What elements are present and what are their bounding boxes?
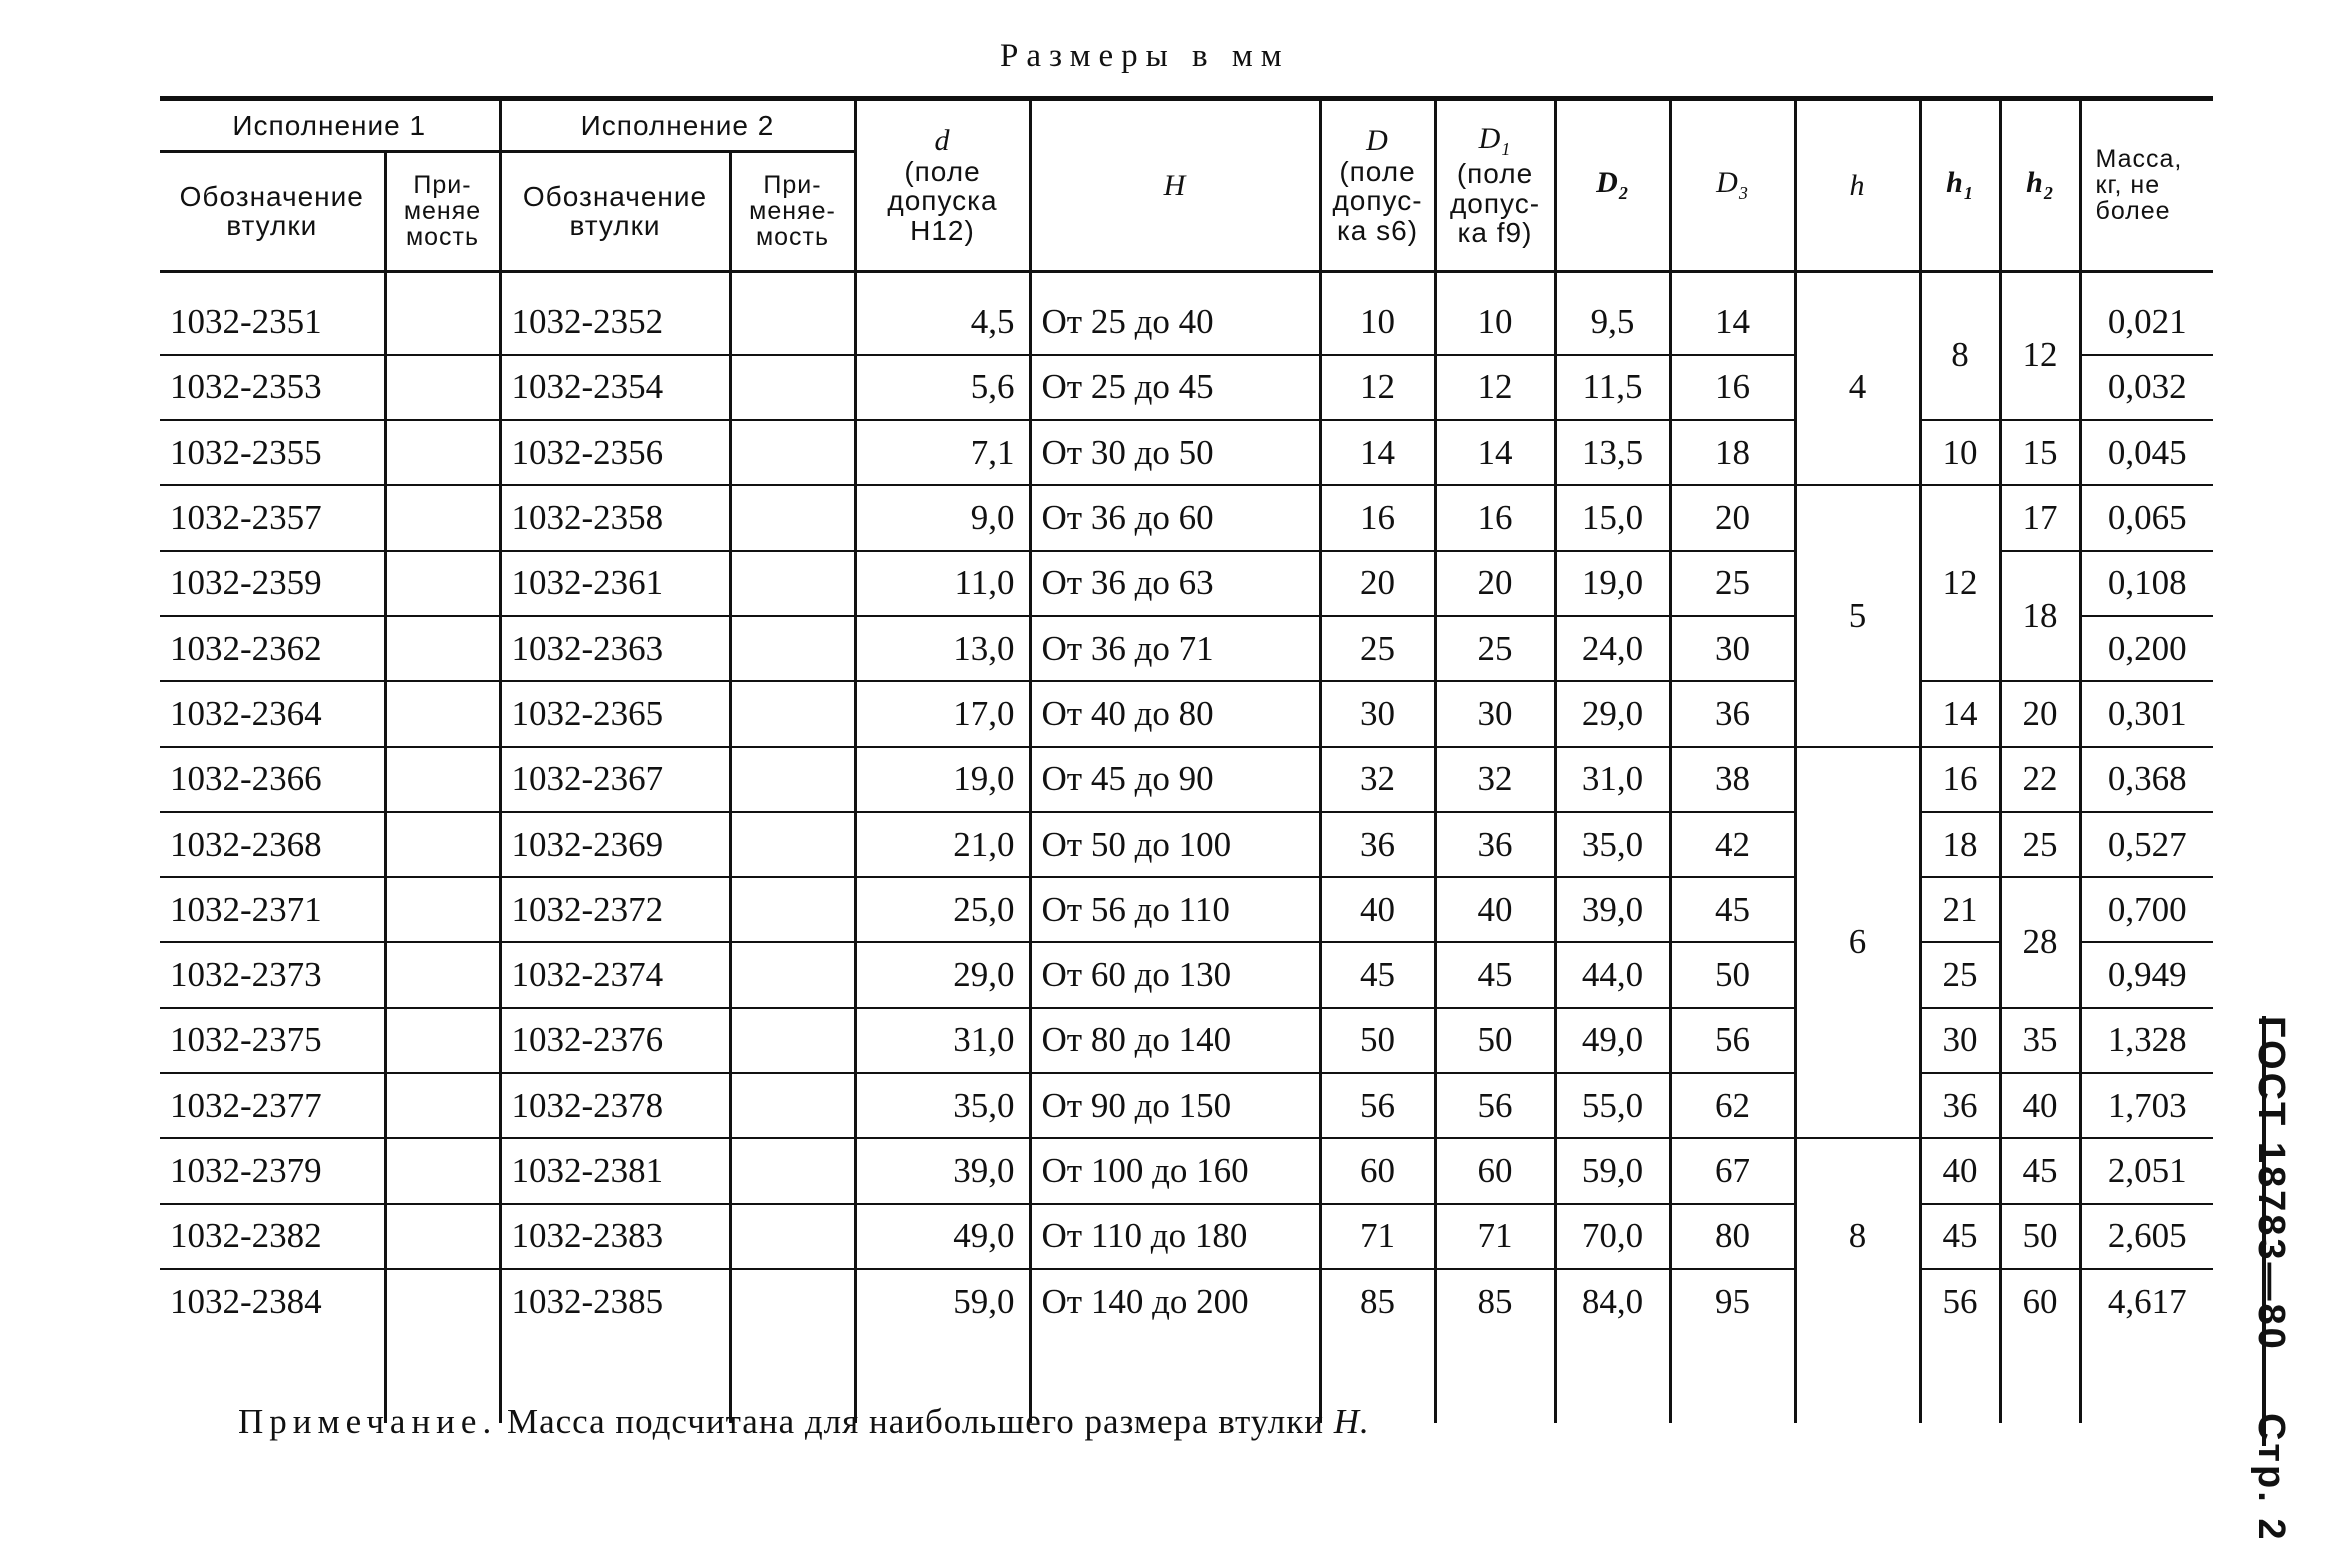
cell-D2: 24,0 [1555, 616, 1670, 681]
cell-h2: 60 [2000, 1269, 2080, 1333]
designation-isp2: 1032-2352 [500, 271, 730, 355]
applicability-isp2 [730, 877, 855, 942]
applicability-isp2 [730, 681, 855, 746]
cell-h1: 21 [1920, 877, 2000, 942]
header-isp1: Исполнение 1 [160, 101, 500, 151]
note-text: Масса подсчитана для наибольшего размера втулки [506, 1402, 1324, 1441]
cell-D3: 42 [1670, 812, 1795, 877]
applicability-isp1 [385, 747, 500, 812]
table-note [238, 1402, 1370, 1442]
cell-h1: 10 [1920, 420, 2000, 485]
cell-mass: 1,703 [2080, 1073, 2213, 1138]
cell-mass: 0,949 [2080, 942, 2213, 1007]
units-caption: Размеры в мм [1000, 38, 1290, 74]
cell-D2: 15,0 [1555, 485, 1670, 550]
cell-D2: 84,0 [1555, 1269, 1670, 1333]
cell-d: 31,0 [855, 1008, 1030, 1073]
cell-d: 7,1 [855, 420, 1030, 485]
cell-D1: 20 [1435, 551, 1555, 616]
applicability-isp1 [385, 1008, 500, 1073]
cell-h: 4 [1795, 271, 1920, 485]
designation-isp1: 1032-2384 [170, 1281, 322, 1321]
designation-isp2: 1032-2378 [500, 1073, 730, 1138]
applicability-isp2 [730, 1073, 855, 1138]
cell-h2: 50 [2000, 1204, 2080, 1269]
designation-isp2: 1032-2369 [500, 812, 730, 877]
cell-D: 71 [1320, 1204, 1435, 1269]
applicability-isp1 [385, 1269, 500, 1333]
cell-mass: 0,032 [2080, 355, 2213, 420]
cell-D1: 60 [1435, 1138, 1555, 1203]
cell-d: 17,0 [855, 681, 1030, 746]
applicability-isp2 [730, 1008, 855, 1073]
cell-H: От 36 до 63 [1030, 551, 1320, 616]
table-row [160, 485, 2213, 550]
side-page: Стр. 2 [2250, 1412, 2292, 1542]
designation-isp1: 1032-2359 [160, 551, 385, 616]
cell-mass: 0,065 [2080, 485, 2213, 550]
cell-D3: 14 [1670, 271, 1795, 355]
designation-isp2: 1032-2374 [500, 942, 730, 1007]
header-oboz1: Обозначение втулки [160, 151, 385, 271]
cell-D1: 50 [1435, 1008, 1555, 1073]
cell-h1: 30 [1920, 1008, 2000, 1073]
cell-h1: 45 [1920, 1204, 2000, 1269]
cell-h2: 17 [2000, 485, 2080, 550]
cell-D3: 95 [1670, 1269, 1795, 1333]
designation-isp1: 1032-2368 [160, 812, 385, 877]
table-body [160, 271, 2213, 1423]
designation-isp1: 1032-2357 [160, 485, 385, 550]
cell-h1: 8 [1920, 271, 2000, 420]
cell-D3: 16 [1670, 355, 1795, 420]
cell-H: От 60 до 130 [1030, 942, 1320, 1007]
cell-D1: 10 [1435, 271, 1555, 355]
designation-isp2: 1032-2383 [500, 1204, 730, 1269]
cell-H: От 45 до 90 [1030, 747, 1320, 812]
cell-d: 9,0 [855, 485, 1030, 550]
cell-mass: 0,200 [2080, 616, 2213, 681]
cell-h2: 20 [2000, 681, 2080, 746]
cell-D: 10 [1320, 271, 1435, 355]
designation-isp2: 1032-2376 [500, 1008, 730, 1073]
cell-D2: 29,0 [1555, 681, 1670, 746]
cell-D1: 12 [1435, 355, 1555, 420]
cell-D1: 16 [1435, 485, 1555, 550]
cell-D: 40 [1320, 877, 1435, 942]
designation-isp1: 1032-2371 [160, 877, 385, 942]
cell-H: От 36 до 71 [1030, 616, 1320, 681]
note-label: Примечание. [238, 1402, 498, 1441]
applicability-isp2 [730, 355, 855, 420]
cell-D: 45 [1320, 942, 1435, 1007]
applicability-isp2 [730, 616, 855, 681]
cell-D2: 44,0 [1555, 942, 1670, 1007]
cell-d: 35,0 [855, 1073, 1030, 1138]
cell-h2: 40 [2000, 1073, 2080, 1138]
cell-D3: 62 [1670, 1073, 1795, 1138]
designation-isp2: 1032-2367 [500, 747, 730, 812]
cell-D: 56 [1320, 1073, 1435, 1138]
cell-D3: 56 [1670, 1008, 1795, 1073]
applicability-isp1 [385, 812, 500, 877]
cell-d: 21,0 [855, 812, 1030, 877]
cell-D2: 13,5 [1555, 420, 1670, 485]
cell-H: От 36 до 60 [1030, 485, 1320, 550]
cell-D2: 9,5 [1555, 271, 1670, 355]
cell-mass: 0,700 [2080, 877, 2213, 942]
designation-isp2: 1032-2354 [500, 355, 730, 420]
designation-isp1: 1032-2353 [160, 355, 385, 420]
designation-isp2: 1032-2381 [500, 1138, 730, 1203]
cell-h1: 56 [1920, 1269, 2000, 1333]
cell-H: От 25 до 45 [1030, 355, 1320, 420]
cell-H: От 90 до 150 [1030, 1073, 1320, 1138]
designation-isp2: 1032-2385 [500, 1269, 730, 1333]
cell-D1: 85 [1435, 1269, 1555, 1333]
cell-D1: 56 [1435, 1073, 1555, 1138]
cell-H: От 100 до 160 [1030, 1138, 1320, 1203]
cell-D3: 67 [1670, 1138, 1795, 1203]
cell-mass: 0,527 [2080, 812, 2213, 877]
cell-D3: 80 [1670, 1204, 1795, 1269]
table-row [160, 271, 2213, 355]
header-D3: $D_3$ [1670, 101, 1795, 271]
cell-D2: 35,0 [1555, 812, 1670, 877]
cell-D2: 70,0 [1555, 1204, 1670, 1269]
applicability-isp1 [385, 355, 500, 420]
header-D1: $D_1$ (поле допус- ка f9) [1435, 101, 1555, 271]
cell-H: От 80 до 140 [1030, 1008, 1320, 1073]
header-d: d (поле допуска H12) [855, 101, 1030, 271]
designation-isp1: 1032-2377 [160, 1073, 385, 1138]
applicability-isp1 [385, 1138, 500, 1203]
applicability-isp2 [730, 747, 855, 812]
cell-mass: 4,617 [2080, 1269, 2213, 1333]
cell-D2: 39,0 [1555, 877, 1670, 942]
cell-mass: 0,108 [2080, 551, 2213, 616]
cell-H: От 50 до 100 [1030, 812, 1320, 877]
header-oboz2: Обозначение втулки [500, 151, 730, 271]
cell-D2: 49,0 [1555, 1008, 1670, 1073]
spacer-cell [2000, 1333, 2080, 1423]
header-H: H [1030, 101, 1320, 271]
cell-D1: 45 [1435, 942, 1555, 1007]
header-h: h [1795, 101, 1920, 271]
cell-mass: 0,021 [2080, 271, 2213, 355]
cell-D: 50 [1320, 1008, 1435, 1073]
cell-D: 85 [1320, 1269, 1435, 1333]
cell-d: 49,0 [855, 1204, 1030, 1269]
cell-D: 12 [1320, 355, 1435, 420]
designation-isp1: 1032-2362 [160, 616, 385, 681]
cell-D: 30 [1320, 681, 1435, 746]
cell-H: От 40 до 80 [1030, 681, 1320, 746]
cell-D3: 25 [1670, 551, 1795, 616]
applicability-isp2 [730, 420, 855, 485]
header-prim1: При- меняе мость [385, 151, 500, 271]
cell-D3: 45 [1670, 877, 1795, 942]
applicability-isp1 [385, 1073, 500, 1138]
cell-D1: 32 [1435, 747, 1555, 812]
cell-D1: 30 [1435, 681, 1555, 746]
applicability-isp1 [385, 616, 500, 681]
header-isp2: Исполнение 2 [500, 101, 855, 151]
designation-isp1: 1032-2355 [160, 420, 385, 485]
header-mass: Масса, кг, не более [2080, 101, 2213, 271]
cell-mass: 2,051 [2080, 1138, 2213, 1203]
cell-H: От 140 до 200 [1030, 1269, 1320, 1333]
cell-h2: 12 [2000, 271, 2080, 420]
applicability-isp2 [730, 1204, 855, 1269]
applicability-isp2 [730, 1269, 855, 1333]
cell-D3: 50 [1670, 942, 1795, 1007]
cell-h1: 14 [1920, 681, 2000, 746]
note-symbol: H. [1333, 1402, 1370, 1441]
cell-D1: 40 [1435, 877, 1555, 942]
designation-isp2: 1032-2356 [500, 420, 730, 485]
applicability-isp2 [730, 271, 855, 355]
applicability-isp1 [385, 681, 500, 746]
cell-h: 8 [1795, 1138, 1920, 1333]
designation-isp1: 1032-2364 [160, 681, 385, 746]
cell-D1: 14 [1435, 420, 1555, 485]
cell-h2: 22 [2000, 747, 2080, 812]
cell-D: 36 [1320, 812, 1435, 877]
designation-isp2: 1032-2363 [500, 616, 730, 681]
cell-d: 19,0 [855, 747, 1030, 812]
header-prim2: При- меняе- мость [730, 151, 855, 271]
dimensions-table [160, 101, 2213, 1423]
cell-D1: 25 [1435, 616, 1555, 681]
spacer-cell [1435, 1333, 1555, 1423]
cell-h1: 40 [1920, 1138, 2000, 1203]
cell-d: 13,0 [855, 616, 1030, 681]
cell-d: 11,0 [855, 551, 1030, 616]
cell-h: 5 [1795, 485, 1920, 746]
side-doc: ГОСТ 18783—80 [2250, 1016, 2292, 1352]
cell-h2: 28 [2000, 877, 2080, 1008]
cell-H: От 110 до 180 [1030, 1204, 1320, 1269]
cell-D1: 36 [1435, 812, 1555, 877]
applicability-isp2 [730, 551, 855, 616]
cell-h2: 18 [2000, 551, 2080, 682]
cell-D3: 38 [1670, 747, 1795, 812]
applicability-isp1 [385, 551, 500, 616]
cell-D: 20 [1320, 551, 1435, 616]
applicability-isp2 [730, 1138, 855, 1203]
cell-h2: 25 [2000, 812, 2080, 877]
cell-D1: 71 [1435, 1204, 1555, 1269]
table-row [160, 747, 2213, 812]
cell-h2: 15 [2000, 420, 2080, 485]
cell-d: 29,0 [855, 942, 1030, 1007]
spacer-cell [1555, 1333, 1670, 1423]
cell-D3: 30 [1670, 616, 1795, 681]
applicability-isp2 [730, 485, 855, 550]
designation-isp1: 1032-2375 [160, 1008, 385, 1073]
cell-D2: 59,0 [1555, 1138, 1670, 1203]
designation-isp1: 1032-2382 [160, 1204, 385, 1269]
spacer-cell [1920, 1333, 2000, 1423]
applicability-isp1 [385, 485, 500, 550]
cell-D3: 36 [1670, 681, 1795, 746]
header-h1: $h_1$ [1920, 101, 2000, 271]
cell-D2: 11,5 [1555, 355, 1670, 420]
cell-d: 25,0 [855, 877, 1030, 942]
spacer-cell [2080, 1333, 2213, 1423]
cell-d: 39,0 [855, 1138, 1030, 1203]
designation-isp1: 1032-2373 [160, 942, 385, 1007]
cell-D2: 31,0 [1555, 747, 1670, 812]
cell-mass: 0,301 [2080, 681, 2213, 746]
cell-h1: 25 [1920, 942, 2000, 1007]
cell-mass: 0,368 [2080, 747, 2213, 812]
cell-D: 32 [1320, 747, 1435, 812]
cell-D2: 19,0 [1555, 551, 1670, 616]
designation-isp1: 1032-2379 [160, 1138, 385, 1203]
applicability-isp2 [730, 942, 855, 1007]
cell-mass: 2,605 [2080, 1204, 2213, 1269]
cell-h1: 36 [1920, 1073, 2000, 1138]
cell-h1: 16 [1920, 747, 2000, 812]
header-D: D (поле допус- ка s6) [1320, 101, 1435, 271]
header-D2: $D_2$ [1555, 101, 1670, 271]
cell-D3: 18 [1670, 420, 1795, 485]
cell-D: 14 [1320, 420, 1435, 485]
designation-isp2: 1032-2361 [500, 551, 730, 616]
spacer-cell [1795, 1333, 1920, 1423]
cell-D: 16 [1320, 485, 1435, 550]
cell-h1: 12 [1920, 485, 2000, 681]
designation-isp1: 1032-2366 [160, 747, 385, 812]
cell-d: 4,5 [855, 271, 1030, 355]
cell-h1: 18 [1920, 812, 2000, 877]
cell-h: 6 [1795, 747, 1920, 1139]
cell-mass: 1,328 [2080, 1008, 2213, 1073]
cell-D: 25 [1320, 616, 1435, 681]
applicability-isp1 [385, 877, 500, 942]
cell-H: От 30 до 50 [1030, 420, 1320, 485]
applicability-isp2 [730, 812, 855, 877]
cell-d: 59,0 [855, 1269, 1030, 1333]
cell-D2: 55,0 [1555, 1073, 1670, 1138]
cell-mass: 0,045 [2080, 420, 2213, 485]
side-label [2249, 1016, 2292, 1542]
designation-isp1: 1032-2351 [160, 271, 385, 355]
applicability-isp1 [385, 420, 500, 485]
table-row [160, 1138, 2213, 1203]
cell-h2: 45 [2000, 1138, 2080, 1203]
cell-H: От 25 до 40 [1030, 271, 1320, 355]
designation-isp2: 1032-2358 [500, 485, 730, 550]
dimensions-table-frame [160, 96, 2213, 1379]
applicability-isp1 [385, 1204, 500, 1269]
cell-D3: 20 [1670, 485, 1795, 550]
header-h2: $h_2$ [2000, 101, 2080, 271]
designation-isp2: 1032-2372 [500, 877, 730, 942]
cell-d: 5,6 [855, 355, 1030, 420]
cell-D: 60 [1320, 1138, 1435, 1203]
spacer-cell [1670, 1333, 1795, 1423]
cell-H: От 56 до 110 [1030, 877, 1320, 942]
designation-isp2: 1032-2365 [500, 681, 730, 746]
applicability-isp1 [385, 271, 500, 355]
applicability-isp1 [385, 942, 500, 1007]
cell-h2: 35 [2000, 1008, 2080, 1073]
